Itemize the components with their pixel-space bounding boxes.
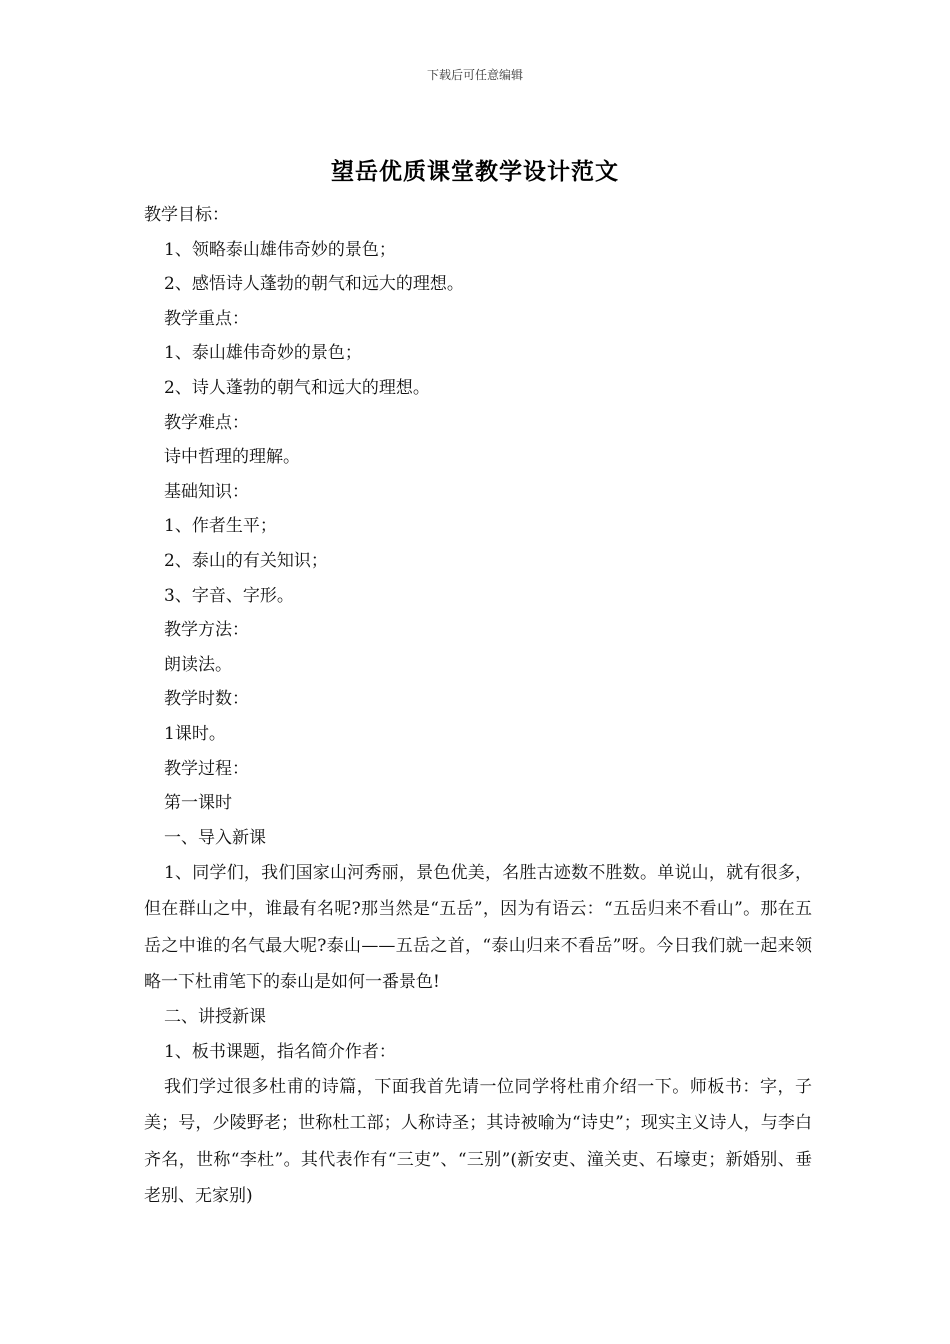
list-item: 1、泰山雄伟奇妙的景色；	[164, 343, 362, 364]
list-item: 诗中哲理的理解。	[164, 447, 300, 468]
section-heading-difficulties: 教学难点：	[164, 412, 249, 433]
section-heading-goals: 教学目标：	[144, 205, 229, 225]
section-heading-hours: 教学时数：	[164, 689, 249, 710]
list-item: 3、字音、字形。	[164, 585, 294, 606]
paragraph-intro: 1、同学们，我们国家山河秀丽，景色优美，名胜古迹数不胜数。单说山，就有很多，但在群山之中，谁最有名呢?那当然是“五岳”，因为有语云：“五岳归来不看山”。那在五岳之中谁的名气最大呢?泰山——五岳之首，“泰山归来不看岳”呀。今日我们就一起来领略一下杜甫笔下的泰山是如何一番景色!	[144, 863, 812, 992]
document-body	[144, 198, 812, 1214]
list-item: 1、领略泰山雄伟奇妙的景色；	[164, 239, 396, 260]
section-heading-basics: 基础知识：	[164, 481, 249, 502]
section-heading-process: 教学过程：	[164, 758, 249, 779]
list-item: 1课时。	[164, 723, 226, 744]
list-item: 2、诗人蓬勃的朝气和远大的理想。	[164, 377, 430, 398]
list-item: 2、感悟诗人蓬勃的朝气和远大的理想。	[164, 274, 464, 295]
subheading-intro: 一、导入新课	[164, 827, 266, 848]
list-item: 朗读法。	[164, 654, 232, 675]
list-item: 2、泰山的有关知识；	[164, 550, 328, 571]
section-heading-keypoints: 教学重点：	[164, 308, 249, 329]
section-heading-methods: 教学方法：	[164, 620, 249, 641]
subheading-new-lesson: 二、讲授新课	[164, 1007, 266, 1028]
document-title: 望岳优质课堂教学设计范文	[331, 158, 619, 185]
list-item: 1、板书课题，指名简介作者：	[164, 1041, 396, 1062]
subheading-first-lesson: 第一课时	[164, 793, 232, 814]
paragraph-author: 我们学过很多杜甫的诗篇，下面我首先请一位同学将杜甫介绍一下。师板书：字，子美；号，少陵野老；世称杜工部；人称诗圣；其诗被喻为“诗史”；现实主义诗人，与李白齐名，世称“李杜”。其代表作有“三吏”、“三别”(新安吏、潼关吏、石壕吏；新婚别、垂老别、无家别)	[144, 1077, 812, 1206]
list-item: 1、作者生平；	[164, 516, 277, 537]
header-note: 下载后可任意编辑	[426, 68, 523, 82]
